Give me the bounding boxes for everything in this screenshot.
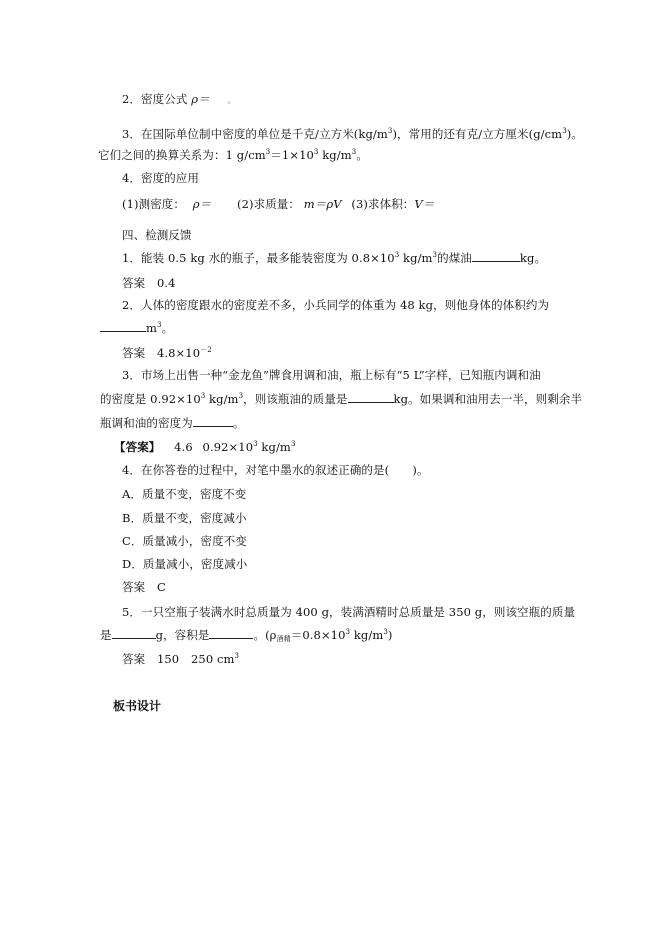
answer-3-value-3: kg/m bbox=[257, 440, 291, 454]
answer-1 bbox=[122, 276, 176, 290]
conversion-line bbox=[98, 148, 368, 162]
app-volume-formula: V＝ bbox=[414, 197, 435, 211]
answer-5-value-1: 150 bbox=[156, 652, 180, 666]
answer-4 bbox=[122, 580, 166, 594]
q3-sup-2: 3 bbox=[238, 392, 244, 400]
q1-sup-2: 3 bbox=[432, 251, 438, 259]
answer-3-label: 【答案】 bbox=[114, 440, 161, 454]
q5-text-3: 。(ρ bbox=[253, 628, 277, 642]
question-2-cont bbox=[100, 321, 173, 335]
formula-label: 2．密度公式 bbox=[122, 92, 188, 106]
q2-blank[interactable] bbox=[100, 321, 146, 332]
question-5: 5．一只空瓶子装满水时总质量为 400 g，装满酒精时总质量是 350 g，则该空瓶的质量 bbox=[122, 605, 576, 619]
q5-sup-2: 3 bbox=[383, 628, 388, 636]
q1-text-1: 1．能装 0.5 kg 水的瓶子，最多能装密度为 0.8×10 bbox=[122, 251, 395, 265]
answer-1-value: 0.4 bbox=[156, 276, 176, 290]
answer-4-label: 答案 bbox=[122, 580, 146, 594]
q3-text-2: kg/m bbox=[205, 392, 239, 406]
answer-5 bbox=[122, 652, 239, 666]
answer-1-label: 答案 bbox=[122, 276, 146, 290]
answer-2-sup: －2 bbox=[200, 346, 212, 354]
conversion-sup-1: 3 bbox=[265, 148, 271, 156]
q5-blank-2[interactable] bbox=[209, 628, 253, 639]
q3-sup-1: 3 bbox=[200, 392, 206, 400]
q3-blank-1[interactable] bbox=[348, 392, 394, 403]
conversion-text-2: ＝1×10 bbox=[270, 148, 314, 162]
app-measure-label: (1)测密度： bbox=[122, 197, 185, 211]
app-volume-label: (3)求体积： bbox=[351, 197, 415, 211]
answer-2-label: 答案 bbox=[122, 346, 146, 360]
q5-sub: 酒精 bbox=[276, 635, 291, 643]
q3-text-4: kg。如果调和油用去一半，则剩余半 bbox=[393, 392, 583, 406]
q3-text-3: ，则该瓶油的质量是 bbox=[243, 392, 348, 406]
app-measure-formula: ρ＝ bbox=[192, 197, 212, 211]
applications-heading: 4．密度的应用 bbox=[122, 171, 200, 185]
q5-text-1: 是 bbox=[100, 628, 112, 642]
answer-2-value: 4.8×10 bbox=[156, 346, 201, 360]
units-line bbox=[122, 127, 583, 141]
option-c[interactable]: C．质量减小，密度不变 bbox=[122, 534, 247, 548]
conversion-sup-2: 3 bbox=[313, 148, 319, 156]
q2-text-2: 。 bbox=[161, 321, 174, 335]
board-design-heading: 板书设计 bbox=[113, 699, 162, 713]
answer-3 bbox=[114, 440, 296, 454]
formula-end: 。 bbox=[227, 96, 237, 106]
question-3-cont bbox=[100, 392, 582, 406]
q5-text-4: ＝0.8×10 bbox=[290, 628, 346, 642]
answer-3-sup-1: 3 bbox=[253, 440, 258, 448]
q5-text-5: kg/m bbox=[350, 628, 384, 642]
answer-2 bbox=[122, 346, 212, 360]
q1-text-3: 的煤油 bbox=[437, 251, 472, 265]
q3-text-5: 瓶调和油的密度为 bbox=[100, 416, 193, 430]
q5-blank-1[interactable] bbox=[112, 628, 156, 639]
question-4: 4．在你答卷的过程中，对笔中墨水的叙述正确的是( )。 bbox=[122, 463, 429, 477]
app-mass-formula: m＝ρV bbox=[303, 197, 342, 211]
q5-sup-1: 3 bbox=[345, 628, 351, 636]
answer-3-sup-2: 3 bbox=[290, 440, 296, 448]
q5-text-2: g，容积是 bbox=[155, 628, 210, 642]
q1-text-2: kg/m bbox=[399, 251, 433, 265]
answer-5-value-2: 250 cm bbox=[190, 652, 235, 666]
q3-blank-2[interactable] bbox=[193, 416, 233, 427]
q5-text-6: ) bbox=[387, 628, 393, 642]
question-3-cont2 bbox=[100, 416, 244, 430]
q3-text-1: 的密度是 0.92×10 bbox=[100, 392, 201, 406]
formula-line bbox=[122, 92, 237, 108]
answer-4-value: C bbox=[156, 580, 166, 594]
units-sup-2: 3 bbox=[562, 127, 567, 135]
answer-3-value-2: 0.92×10 bbox=[202, 440, 254, 454]
conversion-text-4: 。 bbox=[356, 148, 368, 162]
formula-rho: ρ＝ bbox=[191, 92, 210, 106]
q2-sup: 3 bbox=[157, 321, 162, 329]
q1-sup-1: 3 bbox=[394, 251, 400, 259]
q1-text-4: kg。 bbox=[519, 251, 547, 265]
option-b[interactable]: B．质量不变，密度减小 bbox=[122, 511, 247, 525]
q2-text-1: m bbox=[146, 321, 158, 335]
conversion-sup-3: 3 bbox=[351, 148, 357, 156]
answer-5-label: 答案 bbox=[122, 652, 146, 666]
app-mass-label: (2)求质量： bbox=[237, 197, 300, 211]
conversion-text-1: 它们之间的换算关系为：1 g/cm bbox=[98, 148, 266, 162]
units-text-3: )。 bbox=[566, 127, 583, 141]
units-text-1: 3．在国际单位制中密度的单位是千克/立方米(kg/m bbox=[122, 127, 388, 141]
applications-line bbox=[122, 197, 434, 211]
answer-3-value-1: 4.6 bbox=[174, 440, 193, 454]
question-2: 2．人体的密度跟水的密度差不多，小兵同学的体重为 48 kg，则他身体的体积约为 bbox=[122, 298, 550, 312]
question-3: 3．市场上出售一种“金龙鱼”牌食用调和油，瓶上标有“5 L”字样，已知瓶内调和油 bbox=[122, 368, 541, 382]
question-5-cont bbox=[100, 628, 393, 646]
question-1 bbox=[122, 251, 546, 265]
answer-5-sup: 3 bbox=[234, 652, 240, 660]
units-sup-1: 3 bbox=[387, 127, 393, 135]
q3-text-6: 。 bbox=[232, 416, 245, 430]
section-heading: 四、检测反馈 bbox=[122, 228, 192, 242]
option-d[interactable]: D．质量减小，密度减小 bbox=[122, 557, 248, 571]
q1-blank[interactable] bbox=[472, 251, 520, 262]
conversion-text-3: kg/m bbox=[318, 148, 352, 162]
units-text-2: )，常用的还有克/立方厘米(g/cm bbox=[392, 127, 563, 141]
option-a[interactable]: A．质量不变，密度不变 bbox=[122, 487, 247, 501]
